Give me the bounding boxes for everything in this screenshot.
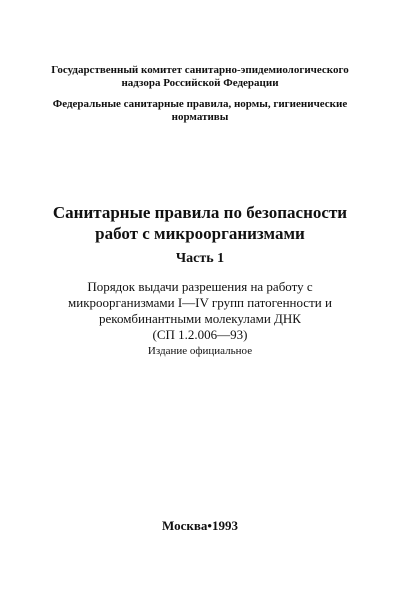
- header-spacer: [0, 90, 400, 98]
- issuer-header: [0, 64, 400, 124]
- series-name-line-1: Федеральные санитарные правила, нормы, гигиенические: [52, 98, 348, 110]
- series-name-line-2: нормативы: [171, 111, 229, 123]
- edition-label: Издание официальное: [147, 345, 253, 357]
- document-title: [0, 202, 400, 244]
- document-title-line-1: Санитарные правила по безопасности: [52, 203, 348, 222]
- subtitle-line-3: рекомбинантными молекулами ДНК: [99, 311, 301, 326]
- document-title-line-2: работ с микроорганизмами: [95, 224, 305, 243]
- part-label: Часть 1: [175, 251, 225, 266]
- document-subtitle: [0, 279, 400, 343]
- committee-name-line-2: надзора Российской Федерации: [121, 77, 279, 89]
- subtitle-line-2: микроорганизмами I—IV групп патогенности и: [68, 295, 332, 310]
- document-code: (СП 1.2.006—93): [152, 327, 248, 342]
- committee-name-line-1: Государственный комитет санитарно-эпидемиологического: [51, 64, 349, 76]
- place-and-year: Москва•1993: [162, 518, 238, 533]
- subtitle-line-1: Порядок выдачи разрешения на работу с: [87, 279, 313, 294]
